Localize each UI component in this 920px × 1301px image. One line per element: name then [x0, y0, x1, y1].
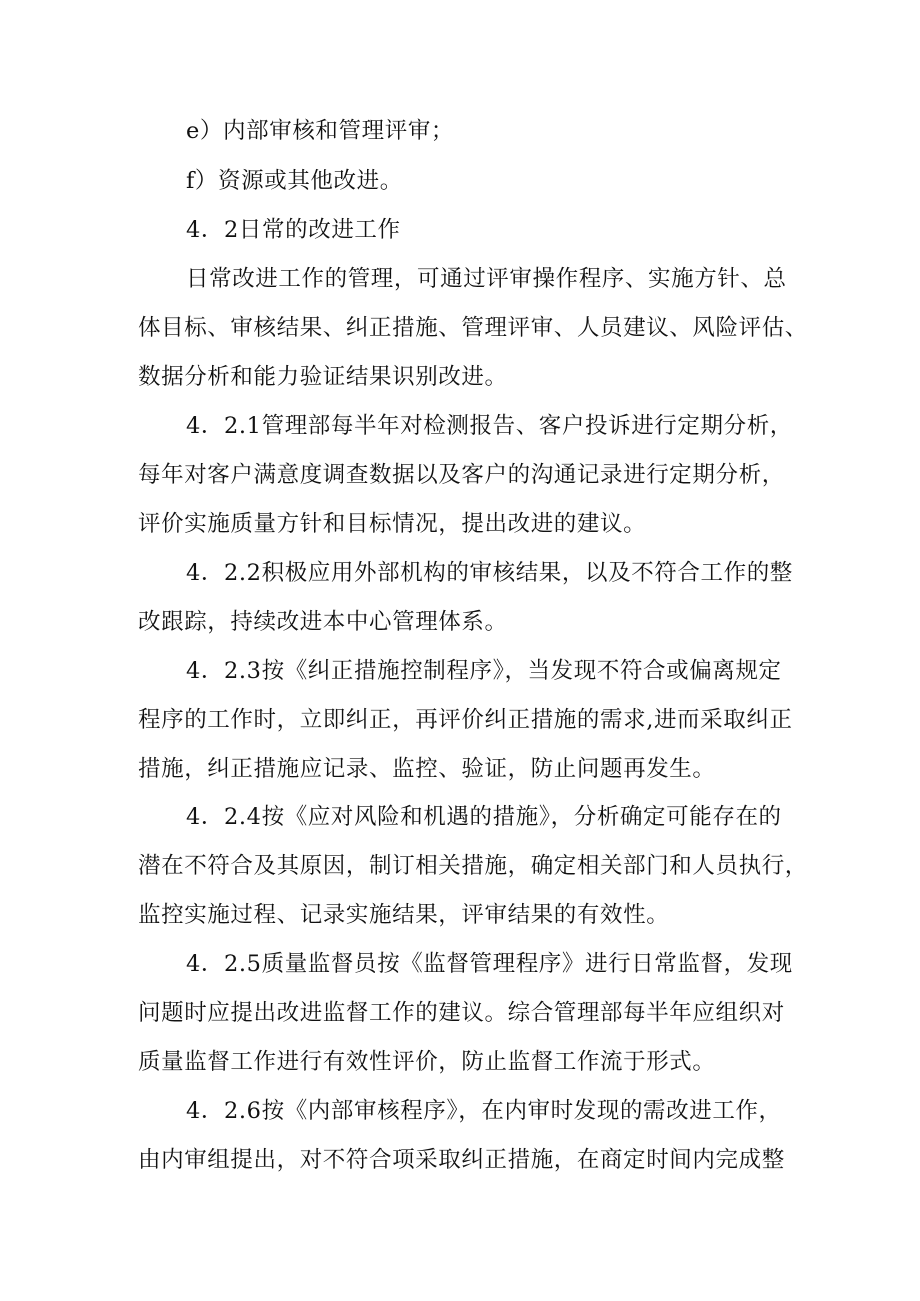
text-line: 4．2.6按《内部审核程序》，在内审时发现的需改进工作，: [186, 1098, 782, 1124]
text-line: 4．2.5质量监督员按《监督管理程序》进行日常监督，发现: [186, 951, 793, 977]
text-line: 每年对客户满意度调查数据以及客户的沟通记录进行定期分析，: [138, 462, 785, 488]
text-line: e）内部审核和管理评审；: [186, 118, 455, 144]
text-line: 4．2.3按《纠正措施控制程序》，当发现不符合或偏离规定: [186, 658, 782, 684]
text-line: 质量监督工作进行有效性评价，防止监督工作流于形式。: [138, 1049, 716, 1075]
text-line: 程序的工作时，立即纠正，再评价纠正措施的需求,进而采取纠正: [138, 707, 793, 733]
section-heading: 4．2日常的改进工作: [186, 217, 401, 243]
text-line: 潜在不符合及其原因，制订相关措施，确定相关部门和人员执行，: [138, 853, 808, 879]
text-line: 措施，纠正措施应记录、监控、验证，防止问题再发生。: [138, 756, 716, 782]
text-line: 日常改进工作的管理，可通过评审操作程序、实施方针、总: [186, 266, 787, 292]
text-line: 改跟踪，持续改进本中心管理体系。: [138, 609, 508, 635]
text-line: f）资源或其他改进。: [186, 168, 403, 194]
text-line: 问题时应提出改进监督工作的建议。综合管理部每半年应组织对: [138, 1000, 785, 1026]
text-line: 监控实施过程、记录实施结果，评审结果的有效性。: [138, 902, 670, 928]
text-line: 体目标、审核结果、纠正措施、管理评审、人员建议、风险评估、: [138, 315, 808, 341]
text-line: 4．2.1管理部每半年对检测报告、客户投诉进行定期分析，: [186, 413, 793, 439]
text-line: 4．2.2积极应用外部机构的审核结果，以及不符合工作的整: [186, 560, 793, 586]
text-line: 由内审组提出，对不符合项采取纠正措施，在商定时间内完成整: [138, 1147, 785, 1173]
text-line: 评价实施质量方针和目标情况，提出改进的建议。: [138, 511, 647, 537]
text-line: 4．2.4按《应对风险和机遇的措施》，分析确定可能存在的: [186, 804, 782, 830]
text-line: 数据分析和能力验证结果识别改进。: [138, 364, 508, 390]
